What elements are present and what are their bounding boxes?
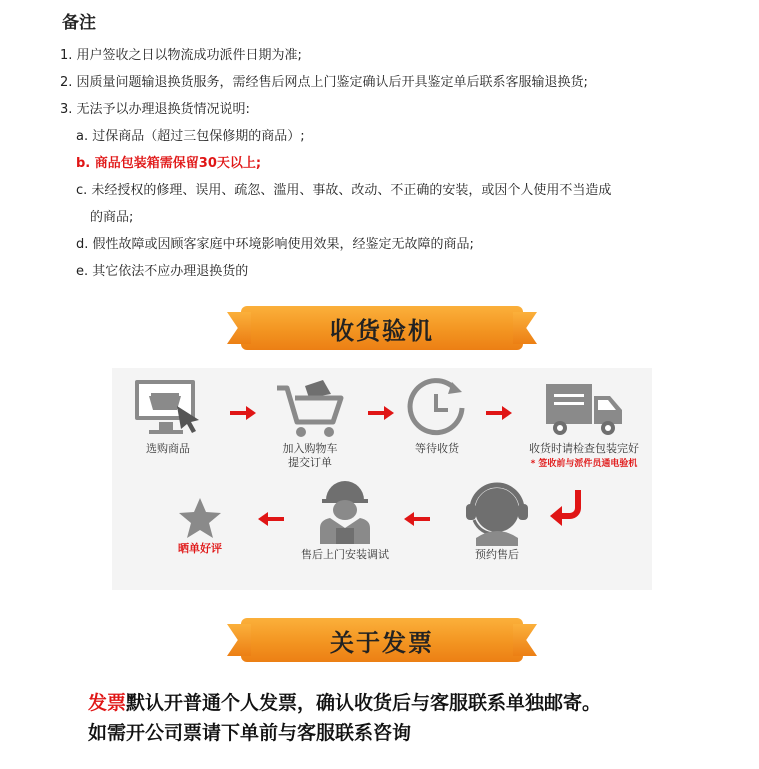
invoice-line-1-text: 默认开普通个人发票，确认收货后与客服联系单独邮寄。 — [126, 692, 602, 714]
arrow-left-icon — [404, 512, 430, 526]
note-item-1: 1. 用户签收之日以物流成功派件日期为准; — [60, 48, 302, 63]
inspection-banner: 收货验机 — [241, 306, 523, 350]
step-select-goods — [118, 378, 218, 456]
step-label: 收货时请检查包装完好 — [529, 442, 639, 455]
step-label: 选购商品 — [146, 442, 190, 455]
invoice-highlight: 发票 — [88, 692, 127, 714]
delivery-truck-icon — [542, 378, 626, 440]
step-book-service — [452, 478, 542, 562]
worker-icon — [314, 478, 376, 546]
step-label-line2: 提交订单 — [288, 456, 332, 469]
shopping-cart-icon — [275, 378, 345, 440]
note-item-2: 2. 因质量问题输退换货服务，需经售后网点上门鉴定确认后开具鉴定单后联系客服输退换货; — [60, 75, 588, 90]
note-item-d: d. 假性故障或因顾客家庭中环境影响使用效果，经鉴定无故障的商品; — [76, 237, 474, 252]
invoice-line-2: 如需开公司票请下单前与客服联系咨询 — [88, 722, 412, 744]
arrow-right-icon — [486, 406, 512, 420]
arrow-right-icon — [368, 406, 394, 420]
headset-agent-icon — [462, 478, 532, 546]
step-wait-delivery — [392, 378, 482, 456]
computer-basket-icon — [129, 378, 207, 440]
clock-icon — [404, 378, 470, 440]
arrow-right-icon — [230, 406, 256, 420]
note-item-3: 3. 无法予以办理退换货情况说明: — [60, 102, 250, 117]
step-label: 售后上门安装调试 — [301, 548, 389, 561]
invoice-line-1 — [88, 688, 601, 715]
notes-title: 备注 — [62, 13, 96, 33]
step-label-line1: 加入购物车 — [282, 442, 338, 455]
note-item-a: a. 过保商品（超过三包保修期的商品）; — [76, 129, 305, 144]
step-warning: * 签收前与派件员通电验机 — [530, 459, 638, 469]
arrow-uturn-icon — [548, 490, 590, 526]
step-label: 晒单好评 — [178, 542, 222, 555]
note-item-b: b. 商品包装箱需保留30天以上; — [76, 156, 262, 171]
step-check-package — [516, 378, 652, 469]
step-review — [160, 496, 240, 556]
step-label: 等待收货 — [415, 442, 459, 455]
note-item-c: c. 未经授权的修理、误用、疏忽、滥用、事故、改动、不正确的安装，或因个人使用不当造成 — [76, 183, 612, 198]
arrow-left-icon — [258, 512, 284, 526]
note-item-e: e. 其它依法不应办理退换货的 — [76, 264, 249, 279]
invoice-banner: 关于发票 — [241, 618, 523, 662]
step-installation — [290, 478, 400, 562]
note-item-c-cont: 的商品; — [90, 210, 134, 225]
step-label: 预约售后 — [475, 548, 519, 561]
step-add-to-cart — [255, 378, 365, 470]
star-icon — [178, 496, 222, 540]
